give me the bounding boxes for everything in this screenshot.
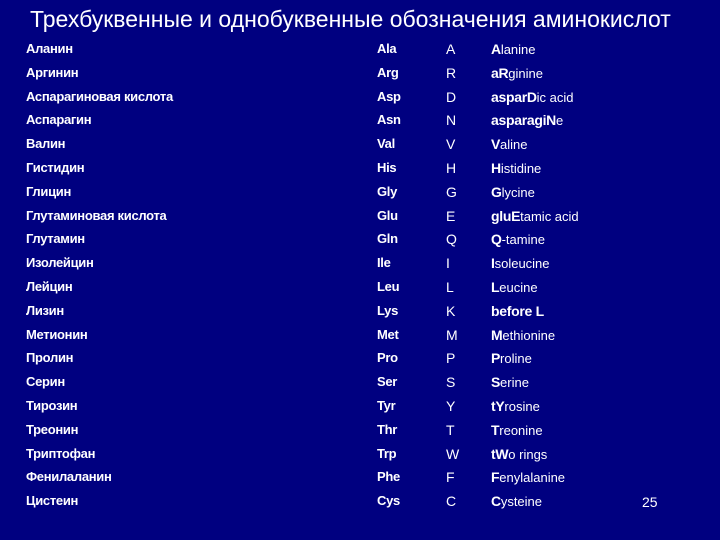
mnemonic-rest: enylalanine xyxy=(499,470,566,486)
mnemonic-letters: V xyxy=(491,136,501,153)
table-row xyxy=(26,252,666,276)
amino-acid-table xyxy=(26,38,666,514)
mnemonic xyxy=(491,398,540,414)
mnemonic-letters: M xyxy=(491,326,503,343)
amino-acid-russian-name: Глицин xyxy=(26,183,72,199)
amino-acid-russian-name: Серин xyxy=(26,374,65,390)
three-letter-code: Gly xyxy=(377,183,398,199)
mnemonic xyxy=(491,255,550,271)
one-letter-code: D xyxy=(446,88,456,105)
table-row xyxy=(26,466,666,490)
table-row xyxy=(26,324,666,348)
mnemonic-letters: F xyxy=(491,469,500,486)
amino-acid-russian-name: Валин xyxy=(26,136,66,152)
mnemonic xyxy=(491,208,579,224)
amino-acid-russian-name: Треонин xyxy=(26,421,79,437)
table-row xyxy=(26,419,666,443)
mnemonic-rest: e xyxy=(556,113,564,129)
mnemonic xyxy=(491,160,541,176)
three-letter-code: Cys xyxy=(377,493,400,509)
one-letter-code: V xyxy=(446,136,456,153)
one-letter-code: P xyxy=(446,350,456,367)
mnemonic xyxy=(491,350,532,366)
amino-acid-russian-name: Лейцин xyxy=(26,278,73,294)
mnemonic-letters: gluE xyxy=(491,207,521,224)
mnemonic xyxy=(491,422,543,438)
mnemonic xyxy=(491,374,529,390)
three-letter-code: Glu xyxy=(377,207,398,223)
mnemonic xyxy=(491,184,535,200)
amino-acid-russian-name: Аланин xyxy=(26,41,73,56)
mnemonic xyxy=(491,89,574,105)
mnemonic-letters: T xyxy=(491,421,500,438)
mnemonic-rest: aline xyxy=(500,137,528,153)
table-row xyxy=(26,395,666,419)
slide-title: Трехбуквенные и однобуквенные обозначения аминокислот xyxy=(30,6,671,32)
three-letter-code: His xyxy=(377,159,397,175)
mnemonic-letters: S xyxy=(491,374,501,391)
table-row xyxy=(26,157,666,181)
mnemonic-rest: erine xyxy=(500,375,529,391)
amino-acid-russian-name: Тирозин xyxy=(26,397,78,413)
three-letter-code: Val xyxy=(377,136,395,152)
table-row xyxy=(26,181,666,205)
mnemonic-letters: tW xyxy=(491,445,509,462)
one-letter-code: I xyxy=(446,255,450,272)
one-letter-code: M xyxy=(446,326,458,343)
table-row xyxy=(26,133,666,157)
mnemonic xyxy=(491,303,544,319)
mnemonic xyxy=(491,279,538,295)
table-row xyxy=(26,109,666,133)
mnemonic-rest: ic acid xyxy=(536,89,574,105)
table-row xyxy=(26,371,666,395)
one-letter-code: G xyxy=(446,183,457,200)
three-letter-code: Asp xyxy=(377,88,401,104)
mnemonic-rest: roline xyxy=(500,351,532,367)
one-letter-code: L xyxy=(446,278,454,295)
mnemonic xyxy=(491,327,555,343)
table-row xyxy=(26,490,666,514)
amino-acid-russian-name: Лизин xyxy=(26,302,64,318)
table-row xyxy=(26,38,666,62)
amino-acid-russian-name: Фенилаланин xyxy=(26,469,112,485)
mnemonic-rest: tamic acid xyxy=(520,208,579,224)
three-letter-code: Met xyxy=(377,326,399,342)
mnemonic-letters: G xyxy=(491,183,502,200)
amino-acid-russian-name: Глутамин xyxy=(26,231,85,247)
three-letter-code: Asn xyxy=(377,112,401,128)
one-letter-code: W xyxy=(446,445,459,462)
mnemonic-letters: asparD xyxy=(491,88,537,105)
three-letter-code: Gln xyxy=(377,231,398,247)
mnemonic-rest: -tamine xyxy=(501,232,545,248)
mnemonic xyxy=(491,493,542,509)
mnemonic-letters: P xyxy=(491,350,501,367)
mnemonic-letters: I xyxy=(491,255,495,272)
amino-acid-russian-name: Аспарагин xyxy=(26,112,92,128)
table-row xyxy=(26,62,666,86)
one-letter-code: Q xyxy=(446,231,457,248)
mnemonic-letters: A xyxy=(491,41,501,57)
three-letter-code: Ala xyxy=(377,41,397,56)
amino-acid-russian-name: Аспарагиновая кислота xyxy=(26,88,173,104)
mnemonic-rest: istidine xyxy=(500,160,542,176)
mnemonic xyxy=(491,469,565,485)
one-letter-code: C xyxy=(446,493,456,510)
mnemonic-rest: rosine xyxy=(504,398,540,414)
three-letter-code: Arg xyxy=(377,64,399,80)
mnemonic-letters: before L xyxy=(491,302,544,319)
three-letter-code: Pro xyxy=(377,350,398,366)
mnemonic-letters: tY xyxy=(491,397,505,414)
one-letter-code: R xyxy=(446,64,456,81)
mnemonic-rest: soleucine xyxy=(494,256,550,272)
mnemonic-rest: ginine xyxy=(508,65,543,81)
mnemonic-letters: L xyxy=(491,278,500,295)
mnemonic-rest: lycine xyxy=(501,184,535,200)
amino-acid-russian-name: Пролин xyxy=(26,350,74,366)
mnemonic xyxy=(491,112,563,128)
one-letter-code: H xyxy=(446,159,456,176)
mnemonic-rest: ysteine xyxy=(500,494,543,510)
amino-acid-russian-name: Изолейцин xyxy=(26,255,94,271)
mnemonic xyxy=(491,65,543,81)
amino-acid-russian-name: Глутаминовая кислота xyxy=(26,207,167,223)
page-number: 25 xyxy=(642,494,658,510)
three-letter-code: Phe xyxy=(377,469,400,485)
amino-acid-russian-name: Гистидин xyxy=(26,159,85,175)
table-row xyxy=(26,228,666,252)
one-letter-code: E xyxy=(446,207,456,224)
three-letter-code: Thr xyxy=(377,421,398,437)
table-row xyxy=(26,347,666,371)
mnemonic-letters: Q xyxy=(491,231,502,248)
table-row xyxy=(26,276,666,300)
mnemonic-letters: C xyxy=(491,493,501,510)
one-letter-code: Y xyxy=(446,397,456,414)
mnemonic xyxy=(491,41,536,57)
three-letter-code: Ser xyxy=(377,374,398,390)
one-letter-code: T xyxy=(446,421,455,438)
table-row xyxy=(26,86,666,110)
three-letter-code: Tyr xyxy=(377,397,396,413)
three-letter-code: Ile xyxy=(377,255,391,271)
amino-acid-russian-name: Триптофан xyxy=(26,445,96,461)
amino-acid-russian-name: Цистеин xyxy=(26,493,79,509)
mnemonic xyxy=(491,136,528,152)
mnemonic-letters: asparagiN xyxy=(491,112,556,129)
one-letter-code: A xyxy=(446,41,456,57)
three-letter-code: Leu xyxy=(377,278,400,294)
mnemonic xyxy=(491,231,545,247)
one-letter-code: F xyxy=(446,469,455,486)
mnemonic-rest: reonine xyxy=(499,422,543,438)
mnemonic-rest: o rings xyxy=(508,446,548,462)
mnemonic-rest: lanine xyxy=(500,42,536,57)
one-letter-code: K xyxy=(446,302,456,319)
mnemonic-rest: ethionine xyxy=(502,327,556,343)
mnemonic-letters: H xyxy=(491,159,501,176)
amino-acid-russian-name: Аргинин xyxy=(26,64,79,80)
three-letter-code: Lys xyxy=(377,302,399,318)
one-letter-code: N xyxy=(446,112,456,129)
mnemonic-letters: aR xyxy=(491,64,509,81)
mnemonic xyxy=(491,446,547,462)
table-row xyxy=(26,443,666,467)
amino-acid-russian-name: Метионин xyxy=(26,326,88,342)
mnemonic-rest: eucine xyxy=(499,279,538,295)
three-letter-code: Trp xyxy=(377,445,397,461)
table-row xyxy=(26,300,666,324)
table-row xyxy=(26,205,666,229)
one-letter-code: S xyxy=(446,374,456,391)
